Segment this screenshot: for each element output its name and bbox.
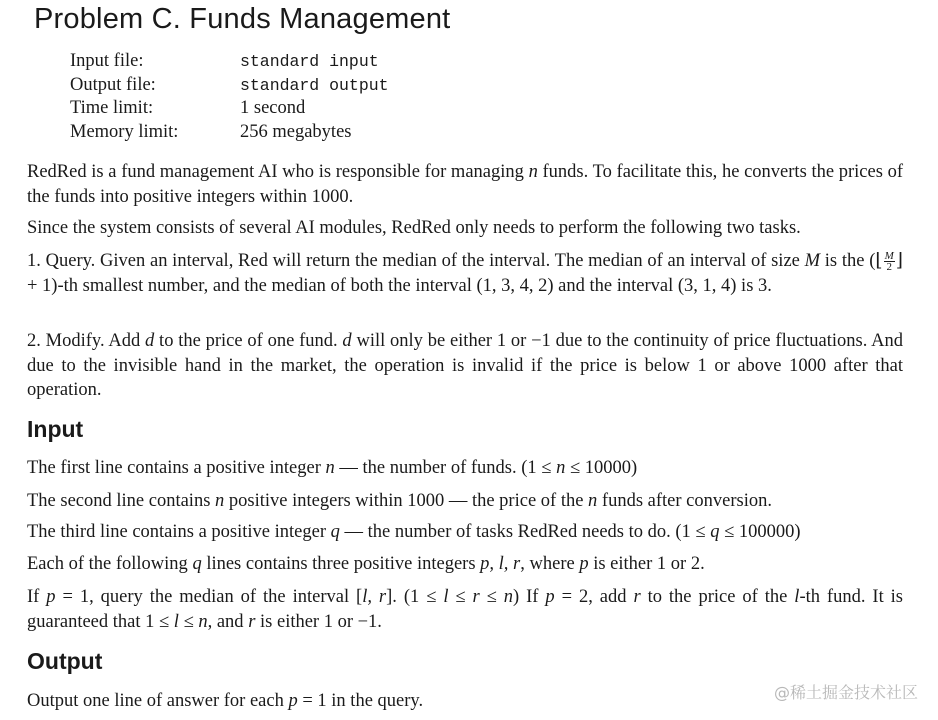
- problem-limits: [70, 50, 389, 144]
- input-heading: Input: [27, 416, 84, 442]
- output-file-label: Output file:: [70, 74, 156, 95]
- median-fraction: $\frac{M}{2}$: [884, 250, 894, 274]
- input-line-2: The second line contains n positive integers within 1000 — the price of the n funds after conversion.: [27, 491, 772, 511]
- output-file-row: [70, 74, 389, 98]
- time-limit-row: [70, 97, 389, 121]
- time-limit-label: Time limit:: [70, 98, 154, 118]
- input-file-row: [70, 50, 389, 74]
- statement-paragraph-intro: RedRed is a fund management AI who is responsible for managing n funds. To facilitate this, he converts the prices of the funds into positive integers within 1000.: [27, 162, 904, 207]
- statement-paragraph-tasks: Since the system consists of several AI modules, RedRed only needs to perform the following two tasks.: [27, 218, 801, 238]
- input-line-3: The third line contains a positive integer q — the number of tasks RedRed needs to do. (1 ≤ q ≤ 100000): [27, 522, 801, 542]
- output-heading: Output: [27, 648, 103, 674]
- input-line-5: If p = 1, query the median of the interval [l, r]. (1 ≤ l ≤ r ≤ n) If p = 2, add r to the price of the l-th fund. It is guaranteed that 1 ≤ l ≤ n, and r is either 1 or −1.: [27, 587, 903, 632]
- watermark: @稀土掘金技术社区: [773, 683, 918, 702]
- output-file-value: standard output: [240, 75, 389, 95]
- statement-paragraph-query: 1. Query. Given an interval, Red will return the median of the interval. The median of an interval of size M is the (⌊ $\frac{M}{2}$ ⌋ + 1)-th smallest number, and the median of both the interval (1, 3, 4, 2) and the interval (3, 1, 4) is 3.: [27, 250, 903, 296]
- input-file-value: standard input: [240, 52, 379, 71]
- problem-title: Problem C. Funds Management: [34, 3, 451, 35]
- input-line-4: Each of the following q lines contains three positive integers p, l, r, where p is either 1 or 2.: [27, 554, 705, 574]
- output-line-1: Output one line of answer for each p = 1 in the query.: [27, 691, 424, 711]
- input-line-1: The first line contains a positive integer n — the number of funds. (1 ≤ n ≤ 10000): [27, 458, 638, 478]
- memory-limit-row: [70, 121, 389, 145]
- memory-limit-label: Memory limit:: [70, 121, 179, 142]
- memory-limit-value: 256 megabytes: [240, 121, 352, 142]
- statement-paragraph-modify: 2. Modify. Add d to the price of one fund. d will only be either 1 or −1 due to the continuity of price fluctuations. And due to the invisible hand in the market, the operation is invalid if the price is below 1 or above 1000 after that operation.: [27, 331, 904, 400]
- time-limit-value: 1 second: [240, 98, 306, 118]
- input-file-label: Input file:: [70, 51, 144, 71]
